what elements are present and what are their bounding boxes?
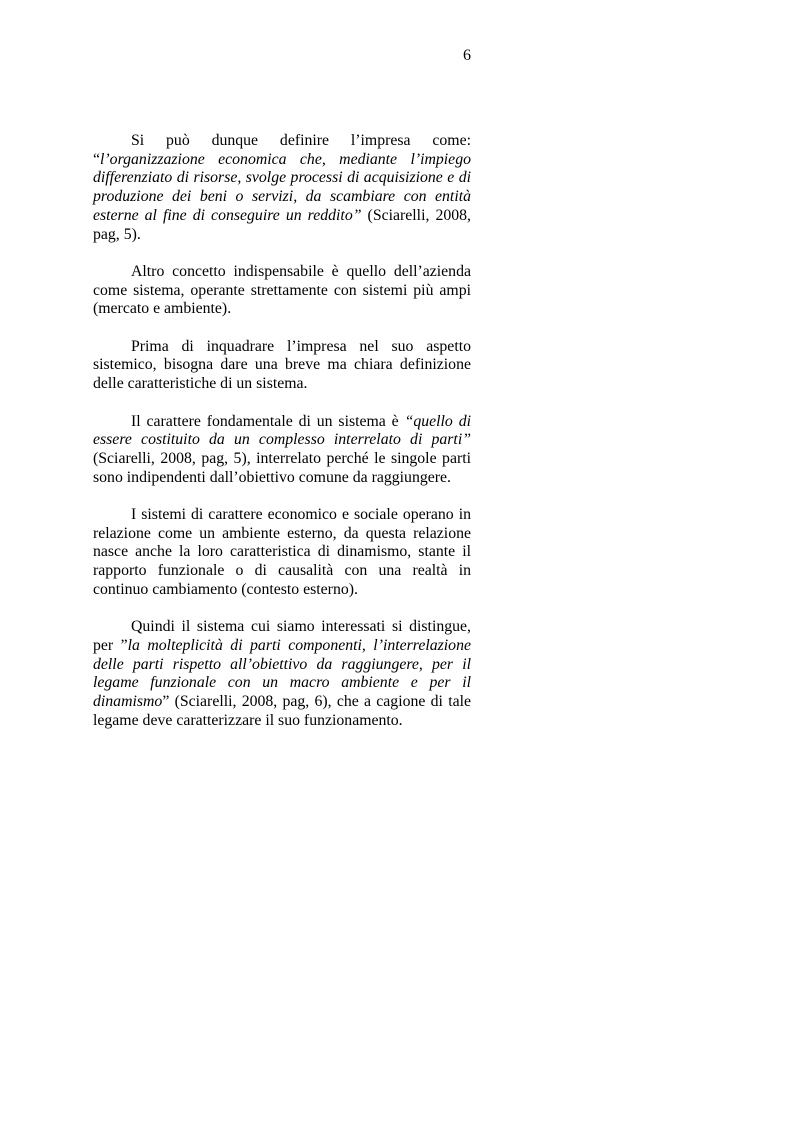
paragraph-impresa-definition xyxy=(93,132,471,244)
citation: (Sciarelli, 2008, pag, 5), interrelato perché le singole parti sono indipendenti dall’obiettivo comune da raggiungere. xyxy=(93,449,471,486)
paragraph-text: Si può dunque definire l’impresa come: “ xyxy=(93,132,471,168)
paragraph-aspetto-sistemico: Prima di inquadrare l’impresa nel suo aspetto sistemico, bisogna dare una breve ma chiara definizione delle caratteristiche di un sistema. xyxy=(93,337,471,393)
page-number: 6 xyxy=(463,47,471,64)
paragraph-text: Quindi il sistema cui siamo interessati si distingue, per ” xyxy=(93,618,471,654)
paragraph-carattere-fondamentale xyxy=(93,413,471,488)
italic-quote: “quello di essere costituito da un complesso interrelato di parti” xyxy=(93,412,471,449)
paragraph-azienda-sistema: Altro concetto indispensabile è quello dell’azienda come sistema, operante strettamente con sistemi più ampi (mercato e ambiente). xyxy=(93,262,471,318)
italic-quote: l’organizzazione economica che, mediante l’impiego differenziato di risorse, svolge processi di acquisizione e di produzione dei beni o servizi, da scambiare con entità esterne al fine di conseguire un reddito” xyxy=(93,150,471,224)
italic-quote: la molteplicità di parti componenti, l’interrelazione delle parti rispetto all’obiettivo da raggiungere, per il legame funzionale con un macro ambiente e per il dinamismo xyxy=(93,636,471,711)
paragraph-sistema-distingue xyxy=(93,618,471,730)
paragraph-sistemi-economici: I sistemi di carattere economico e sociale operano in relazione come un ambiente esterno, da questa relazione nasce anche la loro caratteristica di dinamismo, stante il rapporto funzionale o di causalità con una realtà in continuo cambiamento (contesto esterno). xyxy=(93,506,471,598)
citation: ” (Sciarelli, 2008, pag, 6), che a cagione di tale legame deve caratterizzare il suo funzionamento. xyxy=(93,693,471,729)
citation: (Sciarelli, 2008, pag, 5). xyxy=(93,206,471,243)
paragraph-text: Il carattere fondamentale di un sistema è xyxy=(131,412,405,430)
body-text xyxy=(93,132,471,749)
